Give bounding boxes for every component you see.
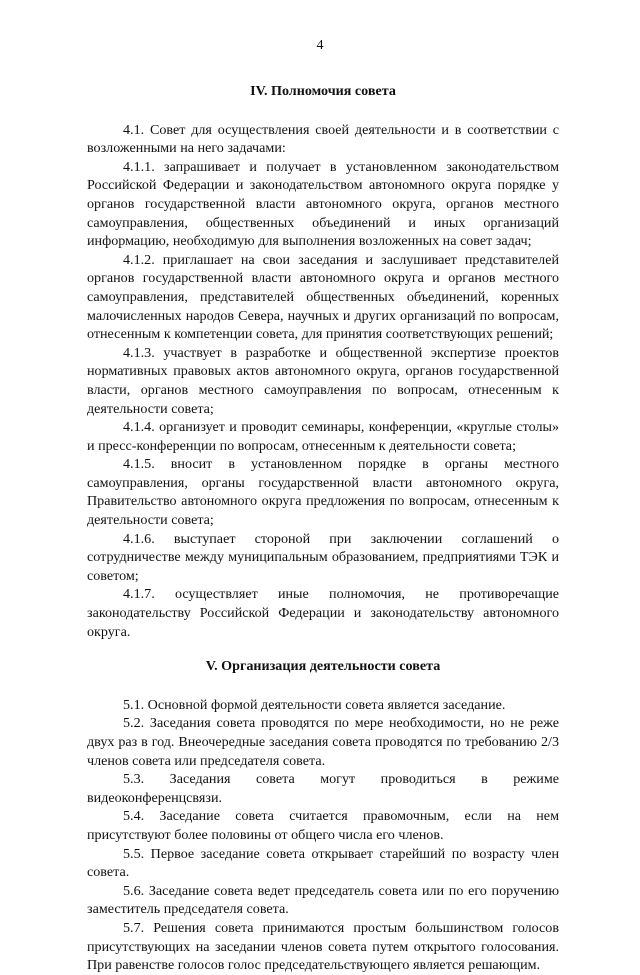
paragraph-5-2: 5.2. Заседания совета проводятся по мере необходимости, но не реже двух раз в год. Внеочередные заседания совета проводятся по требованию 2/3 членов совета или председателя совета. <box>87 715 559 769</box>
paragraph-4-1-4: 4.1.4. организует и проводит семинары, конференции, «круглые столы» и пресс-конференции по вопросам, отнесенным к деятельности совета; <box>87 419 559 454</box>
paragraph-5-6: 5.6. Заседание совета ведет председатель совета или по его поручению заместитель председателя совета. <box>87 882 559 918</box>
paragraph-4-1-2: 4.1.2. приглашает на свои заседания и заслушивает представителей органов государственной власти автономного округа и органов местного самоуправления, представителей общественных объединений, коренных малочисленных народов Севера, научных и других организаций по вопросам, отнесенным к компетенции совета, для принятия соответствующих решений; <box>87 251 559 343</box>
paragraph-5-1: 5.1. Основной формой деятельности совета является заседание. <box>123 696 506 713</box>
paragraph-4-1-3: 4.1.3. участвует в разработке и общественной экспертизе проектов нормативных правовых актов автономного округа, органов государственной власти, органов местного самоуправления по вопросам, отнесенным к деятельности совета; <box>87 344 559 417</box>
paragraph-5-5: 5.5. Первое заседание совета открывает старейший по возрасту член совета. <box>87 845 559 881</box>
page-number: 4 <box>316 38 324 53</box>
paragraph-4-1-5: 4.1.5. вносит в установленном порядке в органы местного самоуправления, органы государственной власти автономного округа, Правительство автономного округа предложения по вопросам, отнесенным к деятельности совета; <box>87 456 559 529</box>
paragraph-5-7: 5.7. Решения совета принимаются простым большинством голосов присутствующих на заседании членов совета путем открытого голосования. При равенстве голосов голос председательствующего является решающим. <box>87 919 559 974</box>
paragraph-4-1-6: 4.1.6. выступает стороной при заключении соглашений о сотрудничестве между муниципальным образованием, предприятиями ТЭК и советом; <box>87 530 559 584</box>
section-4-title: IV. Полномочия совета <box>250 83 396 99</box>
paragraph-5-3: 5.3. Заседания совета могут проводиться в режиме видеоконференцсвязи. <box>87 771 559 806</box>
paragraph-4-1-7: 4.1.7. осуществляет иные полномочия, не противоречащие законодательству Российской Федерации и законодательству автономного округа. <box>87 586 559 640</box>
document-body <box>87 80 559 975</box>
paragraph-5-4: 5.4. Заседание совета считается правомочным, если на нем присутствуют более половины от общего числа его членов. <box>87 808 559 843</box>
paragraph-4-1-1: 4.1.1. запрашивает и получает в установленном законодательством Российской Федерации и законодательством автономного округа порядке у органов государственной власти автономного округа, органов местного самоуправления, общественных объединений и иных организаций информацию, необходимую для выполнения возложенных на совет задач; <box>87 158 559 250</box>
paragraph-4-1: 4.1. Совет для осуществления своей деятельности и в соответствии с возложенными на него задачами: <box>87 121 559 157</box>
section-5-title: V. Организация деятельности совета <box>205 658 441 675</box>
